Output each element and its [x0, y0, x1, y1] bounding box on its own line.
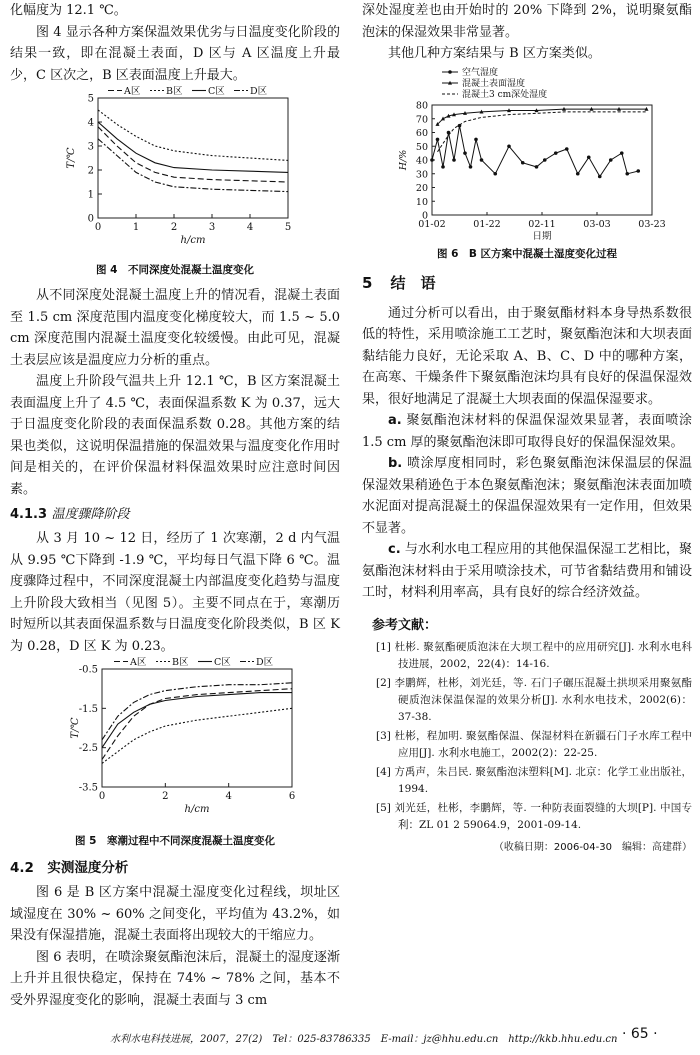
left-para-7: 图 6 表明，在喷涂聚氨酯泡沫后，混凝土的湿度逐渐上升并且很快稳定，保持在 74% ~ 78% 之间，基本不受外界湿度变化的影响，混凝土表面与 3 cm [10, 949, 340, 1008]
series-line-2 [98, 110, 288, 160]
plot-frame [98, 98, 288, 218]
left-para-4: 温度上升阶段气温共上升 12.1 ℃，B 区方案混凝土表面温度上升了 4.5 ℃，表面保温系数 K 为 0.37，远大于日温度变化阶段的表面保温系数 0.28。其他方案的结果也类似，这说明保温措施的保温效果与温度变化作用时间是相关的，在评价保温材料保温效果时应注意时间因素。 [10, 374, 340, 497]
left-para-3: 从不同深度处混凝土温度上升的情况看，混凝土表面至 1.5 cm 深度范围内温度变化梯度较大，而 1.5 ~ 5.0 cm 深度范围内混凝土温度变化较缓慢。由此可见，混凝土表层应该是温度应力分析的重点。 [10, 288, 340, 368]
figure-4-chart [10, 86, 340, 256]
data-point [587, 155, 591, 159]
data-point [430, 158, 434, 162]
y-tick-label: -3.5 [78, 782, 98, 794]
data-point [441, 165, 445, 169]
x-tick-label: 5 [284, 222, 292, 233]
y-axis-label: T/℃ [70, 717, 81, 739]
x-axis-label: h/cm [180, 235, 206, 246]
x-axis-label: 日期 [532, 230, 552, 240]
data-point [480, 158, 484, 162]
y-tick-label: 2 [87, 165, 94, 177]
y-tick-label: -1.5 [78, 703, 98, 715]
figure-6-caption: 图 6 B 区方案中混凝土湿度变化过程 [436, 247, 618, 260]
data-point [625, 171, 629, 175]
references-heading: 参考文献： [372, 617, 438, 633]
data-point [521, 160, 525, 164]
section-5-title: 结 语 [390, 273, 436, 292]
section-5-number: 5 [362, 273, 373, 292]
section-4-1-3-title: 温度骤降阶段 [51, 507, 130, 522]
conclusion-b-label: b. [388, 456, 403, 471]
left-para-5: 从 3 月 10 ~ 12 日，经历了 1 次寒潮，2 d 内气温从 9.95 ℃下降到 -1.9 ℃，平均每日气温下降 6 ℃。温度骤降过程中，不同深度混凝土内部温度变化趋势与温度上升阶段大致相当（见图 5）。主要不同点在于，寒潮历时短所以其表面保温系数与日温度变化阶段类似，B 区 K 为 0.28，D 区 K 为 0.23。 [10, 531, 340, 654]
legend-label-1: A区 [124, 86, 141, 97]
data-point [598, 174, 602, 178]
legend-label-2: 混凝土表面湿度 [462, 78, 526, 89]
page-footer [0, 1024, 700, 1050]
legend-label-4: D区 [250, 86, 268, 97]
reference-5: [5] 刘光廷，杜彬，李鹏辉，等. 一种防表面裂缝的大坝[P]. 中国专利：ZL 01 2 59064.9，2001-09-14. [376, 801, 692, 831]
data-point [493, 171, 497, 175]
y-tick-label: 80 [415, 100, 428, 111]
legend-label-2: B区 [166, 86, 183, 97]
figure-5-caption: 图 5 寒潮过程中不同深度混凝土温度变化 [75, 835, 275, 847]
conclusion-c-label: c. [388, 542, 401, 557]
data-point [576, 171, 580, 175]
series-line-4 [102, 683, 292, 740]
y-axis-label: H/% [398, 149, 409, 170]
conclusion-b [362, 453, 692, 539]
left-para-1: 化幅度为 12.1 ℃。 [10, 3, 127, 18]
data-point [463, 151, 467, 155]
reference-4: [4] 方禹声，朱吕民. 聚氨酯泡沫塑料[M]. 北京：化学工业出版社，1994. [376, 765, 692, 795]
conclusion-c [362, 539, 692, 604]
legend-label-3: C区 [208, 86, 225, 97]
figure-4-caption: 图 4 不同深度处混凝土温度变化 [96, 264, 254, 276]
y-tick-label: 30 [415, 168, 428, 180]
data-point [636, 169, 640, 173]
y-tick-label: -2.5 [78, 743, 98, 755]
series-line-4 [98, 139, 288, 192]
y-tick-label: 20 [415, 182, 428, 194]
legend-label-2: B区 [172, 657, 189, 668]
x-tick-label: 0 [94, 222, 102, 233]
x-tick-label: 01-02 [418, 218, 446, 230]
y-tick-label: 0 [87, 213, 94, 225]
section-4-1-3-heading [10, 504, 340, 526]
y-tick-label: 3 [87, 141, 94, 153]
right-column [362, 0, 692, 853]
y-tick-label: 50 [415, 141, 428, 153]
conclusion-a [362, 410, 692, 453]
x-tick-label: 01-22 [473, 218, 501, 230]
data-point [554, 151, 558, 155]
x-tick-label: 4 [246, 222, 254, 233]
conclusion-a-text: 聚氨酯泡沫材料的保温保湿效果显著，表面喷涂 1.5 cm 厚的聚氨酯泡沫即可取得良好的保温保湿效果。 [362, 413, 692, 450]
section-4-2-heading: 4.2 实测湿度分析 [10, 860, 129, 876]
x-tick-label: 6 [288, 791, 296, 802]
conclusion-c-text: 与水利水电工程应用的其他保温保湿工艺相比，聚氨酯泡沫材料由于采用喷涂技术，可节省黏结费用和铺设工时，材料利用率高，具有良好的综合经济效益。 [362, 542, 692, 600]
series-line-1 [98, 127, 288, 182]
reference-1: [1] 杜彬. 聚氨酯硬质泡沫在大坝工程中的应用研究[J]. 水利水电科技进展，2002，22(4)：14-16. [376, 640, 692, 670]
data-point [535, 165, 539, 169]
data-point [469, 165, 473, 169]
series-line-3 [438, 111, 647, 151]
y-tick-label: 1 [87, 189, 94, 201]
page-number: · 65 · [622, 1026, 658, 1042]
x-tick-label: 3 [208, 222, 216, 233]
y-tick-label: 60 [415, 127, 428, 139]
x-tick-label: 1 [132, 222, 140, 233]
y-tick-label: 70 [415, 113, 428, 125]
y-tick-label: 0 [421, 210, 428, 221]
right-para-3: 通过分析可以看出，由于聚氨酯材料本身导热系数很低的特性，采用喷涂施工工艺时，聚氨酯泡沫和大坝表面黏结能力良好，无论采取 A、B、C、D 中的哪种方案，在高寒、干燥条件下聚氨酯泡沫均具有良好的保温保湿效果，很好地满足了混凝土大坝表面的保温保湿要求。 [362, 305, 692, 407]
x-tick-label: 2 [162, 791, 169, 802]
x-tick-label: 02-11 [528, 218, 556, 230]
received-date: （收稿日期：2006-04-30 编辑：高建群） [493, 841, 692, 853]
legend-label-3: 混凝土3 cm深处湿度 [462, 89, 548, 100]
left-para-2: 图 4 显示各种方案保温效果优劣与日温度变化阶段的结果一致，即在混凝土表面，D 区与 A 区温度上升最少，C 区次之，B 区表面温度上升最大。 [10, 24, 340, 83]
left-para-6: 图 6 是 B 区方案中混凝土湿度变化过程线，坝址区域湿度在 30% ~ 60% 之间变化，平均值为 43.2%，如果没有保湿措施，混凝土表面将出现较大的干缩应力。 [10, 885, 340, 943]
figure-6-chart [362, 65, 692, 240]
x-tick-label: 03-03 [583, 218, 611, 230]
x-tick-label: 4 [225, 791, 232, 802]
data-point [543, 158, 547, 162]
data-point [609, 158, 613, 162]
series-line-2 [102, 708, 292, 763]
series-line-1 [432, 125, 638, 176]
data-point [507, 144, 511, 148]
section-5-heading [362, 269, 692, 297]
data-point [620, 151, 624, 155]
legend-label-1: 空气湿度 [462, 67, 499, 78]
legend-label-4: D区 [256, 657, 274, 668]
legend-label-3: C区 [214, 657, 231, 668]
x-tick-label: 2 [170, 222, 178, 233]
figure-5-chart [10, 657, 340, 827]
x-tick-label: 0 [98, 791, 106, 802]
reference-3: [3] 杜彬，程加明. 聚氨酯保温、保湿材料在新疆石门子水库工程中应用[J]. 水利水电施工，2002(2)：22-25. [376, 729, 692, 759]
data-point [452, 158, 456, 162]
left-column [10, 0, 340, 1011]
y-tick-label: 40 [415, 155, 428, 166]
y-tick-label: -0.5 [78, 664, 98, 676]
data-point [565, 147, 569, 151]
right-para-2: 其他几种方案结果与 B 区方案类似。 [388, 46, 601, 61]
series-line-2 [438, 109, 647, 124]
data-point [474, 137, 478, 141]
y-axis-label: T/℃ [66, 147, 77, 169]
data-point [436, 137, 440, 141]
reference-2: [2] 李鹏辉，杜彬，刘光廷，等. 石门子碾压混凝土拱坝采用聚氨酯硬质泡沫保温保湿的效果分析[J]. 水利水电技术，2002(6)：37-38. [376, 676, 692, 723]
y-tick-label: 4 [87, 117, 94, 129]
right-para-1: 深处湿度差也由开始时的 20% 下降到 2%，说明聚氨酯泡沫的保湿效果非常显著。 [362, 3, 692, 40]
legend-marker [448, 70, 452, 74]
plot-frame [102, 669, 292, 787]
y-tick-label: 10 [415, 196, 428, 208]
y-tick-label: 5 [87, 93, 94, 105]
series-line-3 [98, 122, 288, 172]
x-tick-label: 03-23 [638, 218, 666, 230]
legend-label-1: A区 [130, 657, 147, 668]
conclusion-b-text: 喷涂厚度相同时，彩色聚氨酯泡沫保温层的保温保湿效果稍逊色于本色聚氨酯泡沫；聚氨酯泡沫表面加喷水泥面对提高混凝土的保温保湿效果有一定作用，但效果不显著。 [362, 456, 692, 536]
x-axis-label: h/cm [184, 804, 210, 815]
section-4-1-3-number: 4.1.3 [10, 507, 48, 522]
footer-journal-info: 水利水电科技进展，2007，27(2) Tel：025-83786335 E-mail：jz@hhu.edu.cn http://kkb.hhu.edu.cn [110, 1034, 618, 1045]
series-line-1 [102, 689, 292, 760]
conclusion-a-label: a. [388, 413, 402, 428]
